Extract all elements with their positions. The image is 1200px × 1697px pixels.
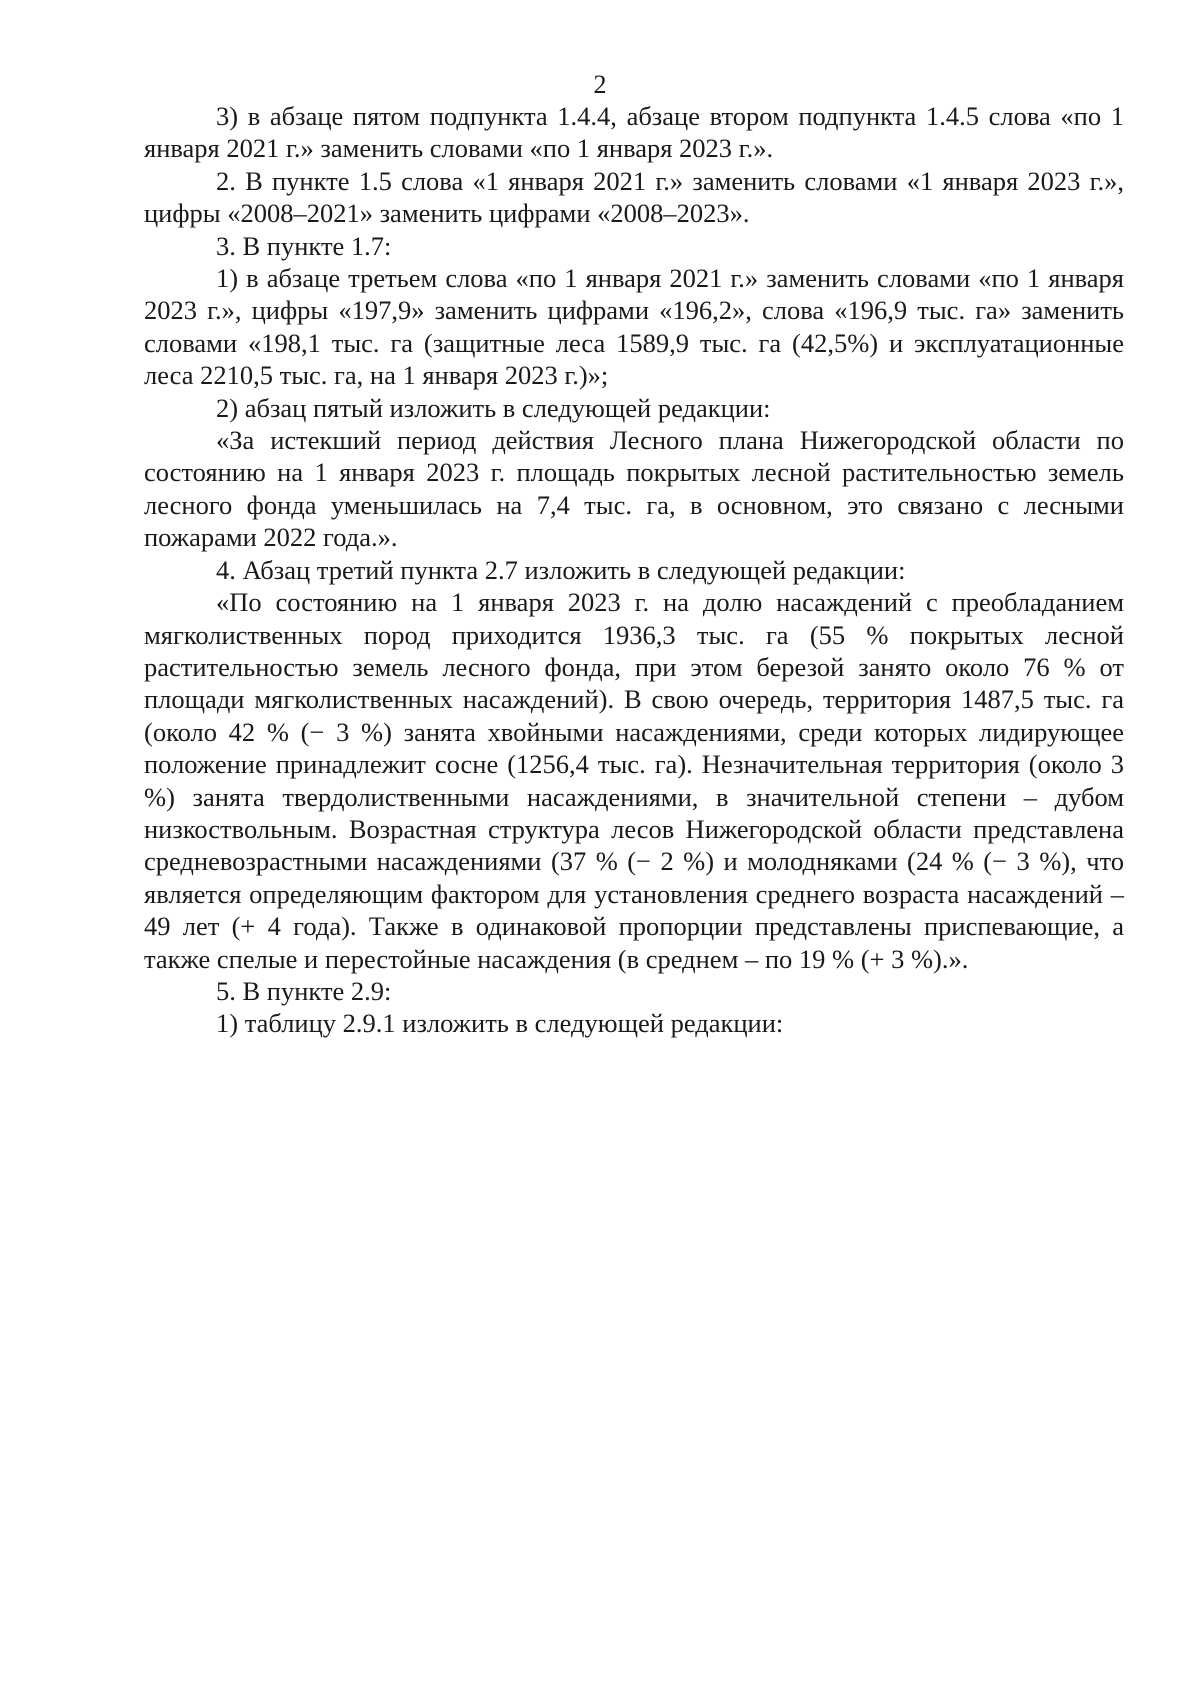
paragraph-quote-stand-structure: «По состоянию на 1 января 2023 г. на долю насаждений с преобладанием мягколиственных пород приходится 1936,3 тыс. га (55 % покрытых лесной растительностью земель лесного фонда, при этом березой занято около 76 % от площади мягколиственных насаждений). В свою очередь, территория 1487,5 тыс. га (около 42 % (− 3 %) занята хвойными насаждениями, среди которых лидирующее положение принадлежит сосне (1256,4 тыс. га). Незначительная территория (около 3 %) занята твердолиственными насаждениями, в значительной степени – дубом низкоствольным. Возрастная структура лесов Нижегородской области представлена средневозрастными насаждениями (37 % (− 2 %) и молодняками (24 % (− 3 %), что является определяющим фактором для установления среднего возраста насаждений – 49 лет (+ 4 года). Также в одинаковой пропорции представлены приспевающие, а также спелые и перестойные насаждения (в среднем – по 19 % (+ 3 %).». xyxy=(144,587,1124,974)
paragraph-item-5: 5. В пункте 2.9: xyxy=(216,975,392,1006)
paragraph-quote-forest-plan: «За истекший период действия Лесного плана Нижегородской области по состоянию на 1 января 2023 г. площадь покрытых лесной растительностью земель лесного фонда уменьшилась на 7,4 тыс. га, в основном, это связано с лесными пожарами 2022 года.». xyxy=(144,425,1124,553)
paragraph-item-3-1: 1) в абзаце третьем слова «по 1 января 2021 г.» заменить словами «по 1 января 2023 г.», цифры «197,9» заменить цифрами «196,2», слова «196,9 тыс. га» заменить словами «198,1 тыс. га (защитные леса 1589,9 тыс. га (42,5%) и эксплуатационные леса 2210,5 тыс. га, на 1 января 2023 г.)»; xyxy=(144,263,1124,391)
page-number: 2 xyxy=(593,70,607,99)
document-body xyxy=(144,100,1124,1040)
paragraph-item-5-1: 1) таблицу 2.9.1 изложить в следующей редакции: xyxy=(216,1008,784,1039)
paragraph-amend-1-4-4: 3) в абзаце пятом подпункта 1.4.4, абзаце втором подпункта 1.4.5 слова «по 1 января 2021 г.» заменить словами «по 1 января 2023 г.». xyxy=(144,101,1124,164)
paragraph-item-2: 2. В пункте 1.5 слова «1 января 2021 г.» заменить словами «1 января 2023 г.», цифры «2008–2021» заменить цифрами «2008–2023». xyxy=(144,165,1124,229)
paragraph-item-3-2: 2) абзац пятый изложить в следующей редакции: xyxy=(216,392,771,423)
paragraph-item-3: 3. В пункте 1.7: xyxy=(216,230,392,261)
paragraph-item-4: 4. Абзац третий пункта 2.7 изложить в следующей редакции: xyxy=(216,554,906,585)
